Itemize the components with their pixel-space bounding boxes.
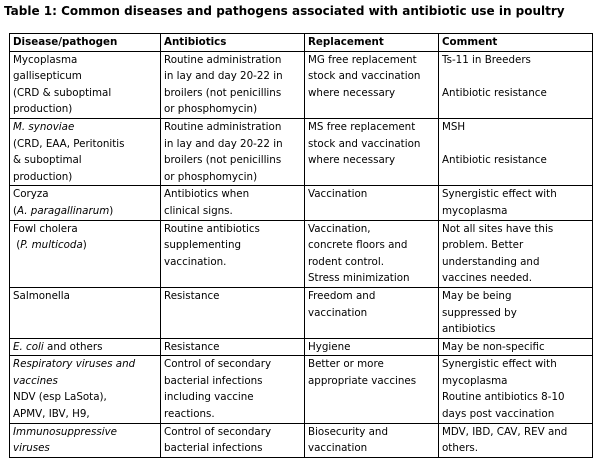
comment-cell — [439, 423, 593, 457]
cell-line: Better or more — [308, 358, 384, 371]
cell-line: Vaccination — [308, 188, 368, 201]
cell-line: Routine antibiotics 8-10 — [442, 391, 565, 404]
comment-cell — [439, 220, 593, 287]
cell-line: MSH — [442, 120, 466, 133]
header-disease: Disease/pathogen — [10, 34, 161, 52]
disease-cell — [10, 356, 161, 423]
cell-line: (A. paragallinarum) — [13, 204, 114, 217]
cell-line: vaccination — [308, 306, 368, 319]
replacement-cell — [305, 287, 439, 338]
cell-line: Synergistic effect with — [442, 358, 557, 371]
replacement-cell — [305, 356, 439, 423]
cell-line: Vaccination, — [308, 222, 371, 235]
replacement-cell — [305, 423, 439, 457]
cell-line: Ts-11 in Breeders — [442, 53, 531, 66]
cell-line: Respiratory viruses and — [13, 358, 136, 371]
cell-line: vaccination. — [164, 255, 227, 268]
table-header-row — [10, 34, 593, 52]
cell-line: Fowl cholera — [13, 222, 78, 235]
cell-line: or phosphomycin) — [164, 103, 258, 116]
cell-line: Not all sites have this — [442, 222, 554, 235]
replacement-cell — [305, 220, 439, 287]
cell-line: antibiotics — [442, 323, 496, 336]
cell-line: others. — [442, 442, 479, 455]
cell-line: Freedom and — [308, 289, 376, 302]
comment-cell — [439, 287, 593, 338]
cell-line: MDV, IBD, CAV, REV and — [442, 425, 568, 438]
cell-line: MS free replacement — [308, 120, 416, 133]
table-row — [10, 51, 593, 118]
cell-line: May be non-specific — [442, 340, 545, 353]
cell-line: Immunosuppressive — [13, 425, 117, 438]
cell-line: or phosphomycin) — [164, 170, 258, 183]
cell-line: Routine administration — [164, 53, 282, 66]
cell-line: Antibiotics when — [164, 188, 250, 201]
cell-line: broilers (not penicillins — [164, 86, 282, 99]
cell-line: (CRD & suboptimal — [13, 86, 112, 99]
table-row — [10, 220, 593, 287]
cell-line: Biosecurity and — [308, 425, 388, 438]
antibiotics-cell — [161, 51, 305, 118]
cell-line: vaccines — [13, 374, 58, 387]
cell-line: stock and vaccination — [308, 70, 421, 83]
cell-line: mycoplasma — [442, 374, 508, 387]
table-row — [10, 118, 593, 185]
cell-line: Antibiotic resistance — [442, 86, 547, 99]
cell-line: viruses — [13, 442, 50, 455]
antibiotics-cell — [161, 356, 305, 423]
cell-line: days post vaccination — [442, 408, 555, 421]
cell-line: APMV, IBV, H9, — [13, 408, 90, 421]
cell-line: (P. multicoda) — [13, 239, 87, 252]
cell-line: gallisepticum — [13, 70, 82, 83]
disease-cell — [10, 186, 161, 220]
antibiotics-cell — [161, 423, 305, 457]
cell-line: appropriate vaccines — [308, 374, 417, 387]
comment-cell — [439, 51, 593, 118]
antibiotics-cell — [161, 338, 305, 356]
cell-line: Control of secondary — [164, 425, 272, 438]
cell-line: mycoplasma — [442, 204, 508, 217]
cell-line — [13, 339, 158, 356]
cell-line: where necessary — [308, 86, 396, 99]
cell-line: bacterial infections — [164, 374, 263, 387]
cell-line: clinical signs. — [164, 204, 233, 217]
replacement-cell — [305, 186, 439, 220]
cell-line: where necessary — [308, 154, 396, 167]
disease-table — [9, 33, 593, 458]
cell-line: supplementing — [164, 239, 242, 252]
cell-line: Routine antibiotics — [164, 222, 260, 235]
cell-line: vaccines needed. — [442, 272, 532, 285]
cell-line: Routine administration — [164, 120, 282, 133]
antibiotics-cell — [161, 220, 305, 287]
cell-line: production) — [13, 170, 73, 183]
cell-line: Coryza — [13, 188, 49, 201]
cell-line: (CRD, EAA, Peritonitis — [13, 137, 125, 150]
table-row — [10, 423, 593, 457]
disease-cell — [10, 51, 161, 118]
cell-line: Resistance — [164, 340, 220, 353]
disease-cell — [10, 118, 161, 185]
cell-line: understanding and — [442, 255, 540, 268]
table-row — [10, 338, 593, 356]
cell-line: Antibiotic resistance — [442, 154, 547, 167]
cell-line: in lay and day 20-22 in — [164, 137, 283, 150]
cell-line: rodent control. — [308, 255, 384, 268]
comment-cell — [439, 356, 593, 423]
cell-line: vaccination — [308, 442, 368, 455]
cell-line: & suboptimal — [13, 154, 82, 167]
header-comment: Comment — [439, 34, 593, 52]
cell-line: Synergistic effect with — [442, 188, 557, 201]
antibiotics-cell — [161, 287, 305, 338]
cell-line: broilers (not penicillins — [164, 154, 282, 167]
cell-line: Stress minimization — [308, 272, 410, 285]
cell-line: Hygiene — [308, 340, 351, 353]
table-row — [10, 186, 593, 220]
comment-cell — [439, 186, 593, 220]
comment-cell — [439, 118, 593, 185]
comment-cell — [439, 338, 593, 356]
disease-cell — [10, 338, 161, 356]
table-row — [10, 287, 593, 338]
pathogen-suffix: and others — [43, 340, 103, 353]
cell-line: MG free replacement — [308, 53, 417, 66]
antibiotics-cell — [161, 118, 305, 185]
cell-line: May be being — [442, 289, 512, 302]
header-replacement: Replacement — [305, 34, 439, 52]
cell-line: M. synoviae — [13, 120, 75, 133]
table-title: Table 1: Common diseases and pathogens associated with antibiotic use in poultry — [4, 4, 565, 18]
table-row — [10, 356, 593, 423]
pathogen-name: P. multicoda — [20, 239, 83, 252]
pathogen-name: E. coli — [13, 340, 44, 353]
cell-line: stock and vaccination — [308, 137, 421, 150]
disease-cell — [10, 287, 161, 338]
cell-line: NDV (esp LaSota), — [13, 391, 107, 404]
header-antibiotics: Antibiotics — [161, 34, 305, 52]
cell-line: Mycoplasma — [13, 53, 78, 66]
cell-line: in lay and day 20-22 in — [164, 70, 283, 83]
pathogen-name: A. paragallinarum — [17, 204, 110, 217]
cell-line: bacterial infections — [164, 442, 263, 455]
cell-line: suppressed by — [442, 306, 517, 319]
disease-cell — [10, 423, 161, 457]
antibiotics-cell — [161, 186, 305, 220]
disease-cell — [10, 220, 161, 287]
cell-line: reactions. — [164, 408, 215, 421]
cell-line: Resistance — [164, 289, 220, 302]
cell-line: Control of secondary — [164, 358, 272, 371]
cell-line: problem. Better — [442, 239, 524, 252]
cell-line: concrete floors and — [308, 239, 408, 252]
cell-line: including vaccine — [164, 391, 254, 404]
cell-line: Salmonella — [13, 289, 70, 302]
replacement-cell — [305, 51, 439, 118]
cell-line: production) — [13, 103, 73, 116]
replacement-cell — [305, 338, 439, 356]
replacement-cell — [305, 118, 439, 185]
